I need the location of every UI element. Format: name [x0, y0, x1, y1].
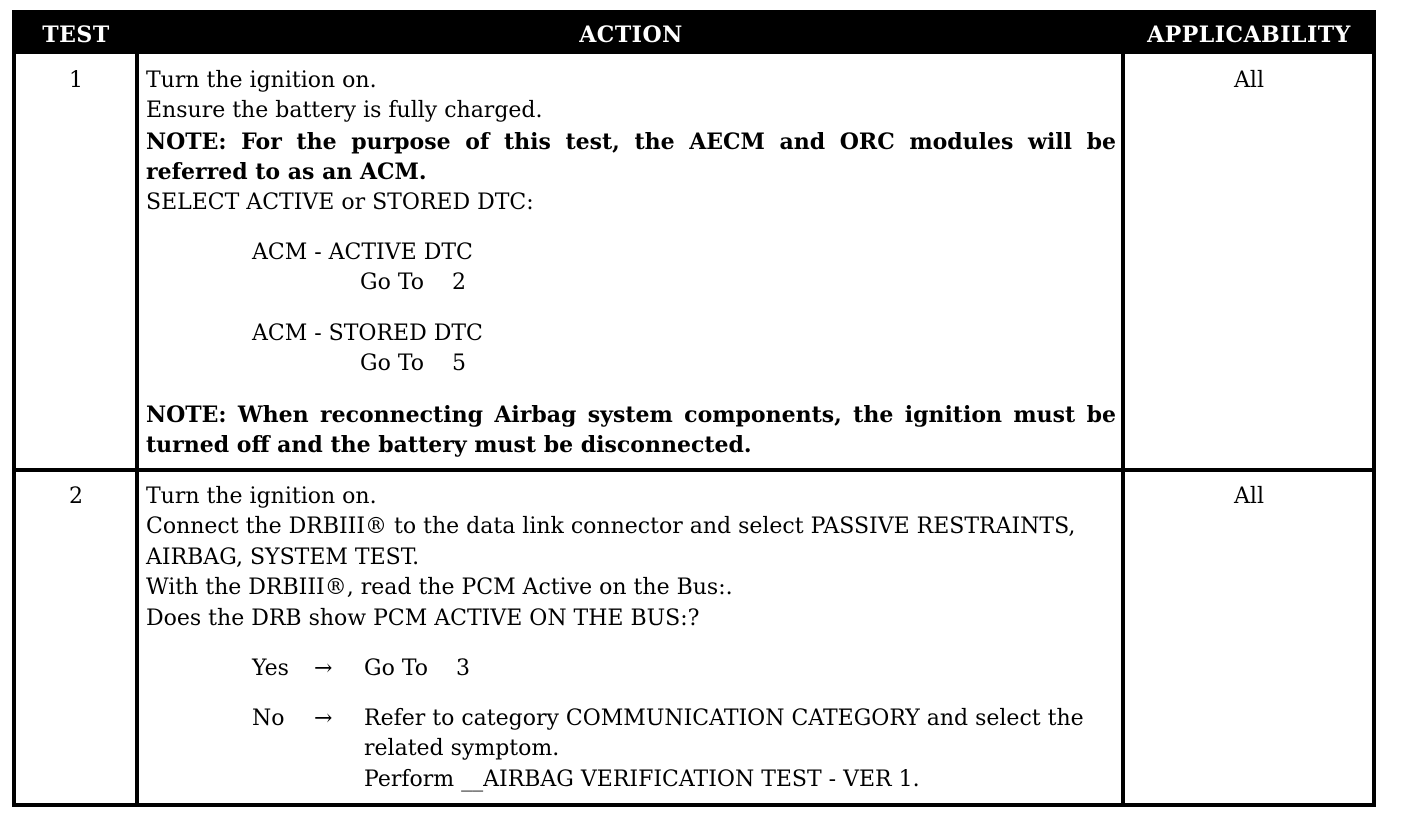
choice-no-target-line: Refer to category COMMUNICATION CATEGORY and select the related symptom. [364, 706, 1084, 762]
action-line: AIRBAG, SYSTEM TEST. [146, 544, 420, 570]
choice-yes [146, 654, 1116, 684]
action-line: With the DRBIII®, read the PCM Active on the Bus:. [146, 575, 733, 601]
choice-no [146, 704, 1116, 795]
note: NOTE: When reconnecting Airbag system components, the ignition must be turned off and the battery must be disconnected. [146, 401, 1116, 459]
row-1-applicability: All [1234, 68, 1264, 93]
column-divider-test [135, 54, 139, 803]
action-line: Ensure the battery is fully charged. [146, 98, 543, 124]
diagnostic-table [12, 10, 1376, 807]
choice-no-target-line: Perform __AIRBAG VERIFICATION TEST - VER 1. [364, 766, 920, 792]
row-2-test-number: 2 [69, 484, 83, 509]
select-prompt: SELECT ACTIVE or STORED DTC: [146, 189, 534, 215]
row-divider [16, 468, 1372, 472]
choice-no-label: No [252, 706, 285, 732]
row-1-test-number: 1 [69, 68, 83, 93]
option-goto: Go To 5 [360, 351, 466, 377]
option-label: ACM - ACTIVE DTC [252, 240, 473, 266]
action-line: Turn the ignition on. [146, 484, 377, 509]
choice-no-target [364, 704, 1116, 795]
choice-yes-target: Go To 3 [364, 656, 470, 682]
arrow-right-icon: → [314, 656, 333, 682]
action-line: Does the DRB show PCM ACTIVE ON THE BUS:? [146, 605, 700, 631]
option-goto: Go To 2 [360, 270, 466, 296]
header-applicability: APPLICABILITY [1147, 22, 1351, 48]
column-divider-applicability [1121, 54, 1125, 803]
action-line: Connect the DRBIII® to the data link connector and select PASSIVE RESTRAINTS, [146, 514, 1076, 540]
row-2-applicability: All [1234, 484, 1264, 509]
option-label: ACM - STORED DTC [252, 320, 483, 346]
note: NOTE: For the purpose of this test, the AECM and ORC modules will be referred to as an ACM. [146, 128, 1116, 186]
header-action: ACTION [579, 22, 683, 48]
table-header [16, 14, 1372, 54]
row-2-action [146, 482, 1116, 795]
header-test: TEST [42, 22, 110, 48]
arrow-right-icon: → [314, 706, 333, 732]
row-1-action [146, 66, 1116, 460]
action-line: Turn the ignition on. [146, 68, 377, 93]
choice-yes-label: Yes [252, 656, 289, 682]
